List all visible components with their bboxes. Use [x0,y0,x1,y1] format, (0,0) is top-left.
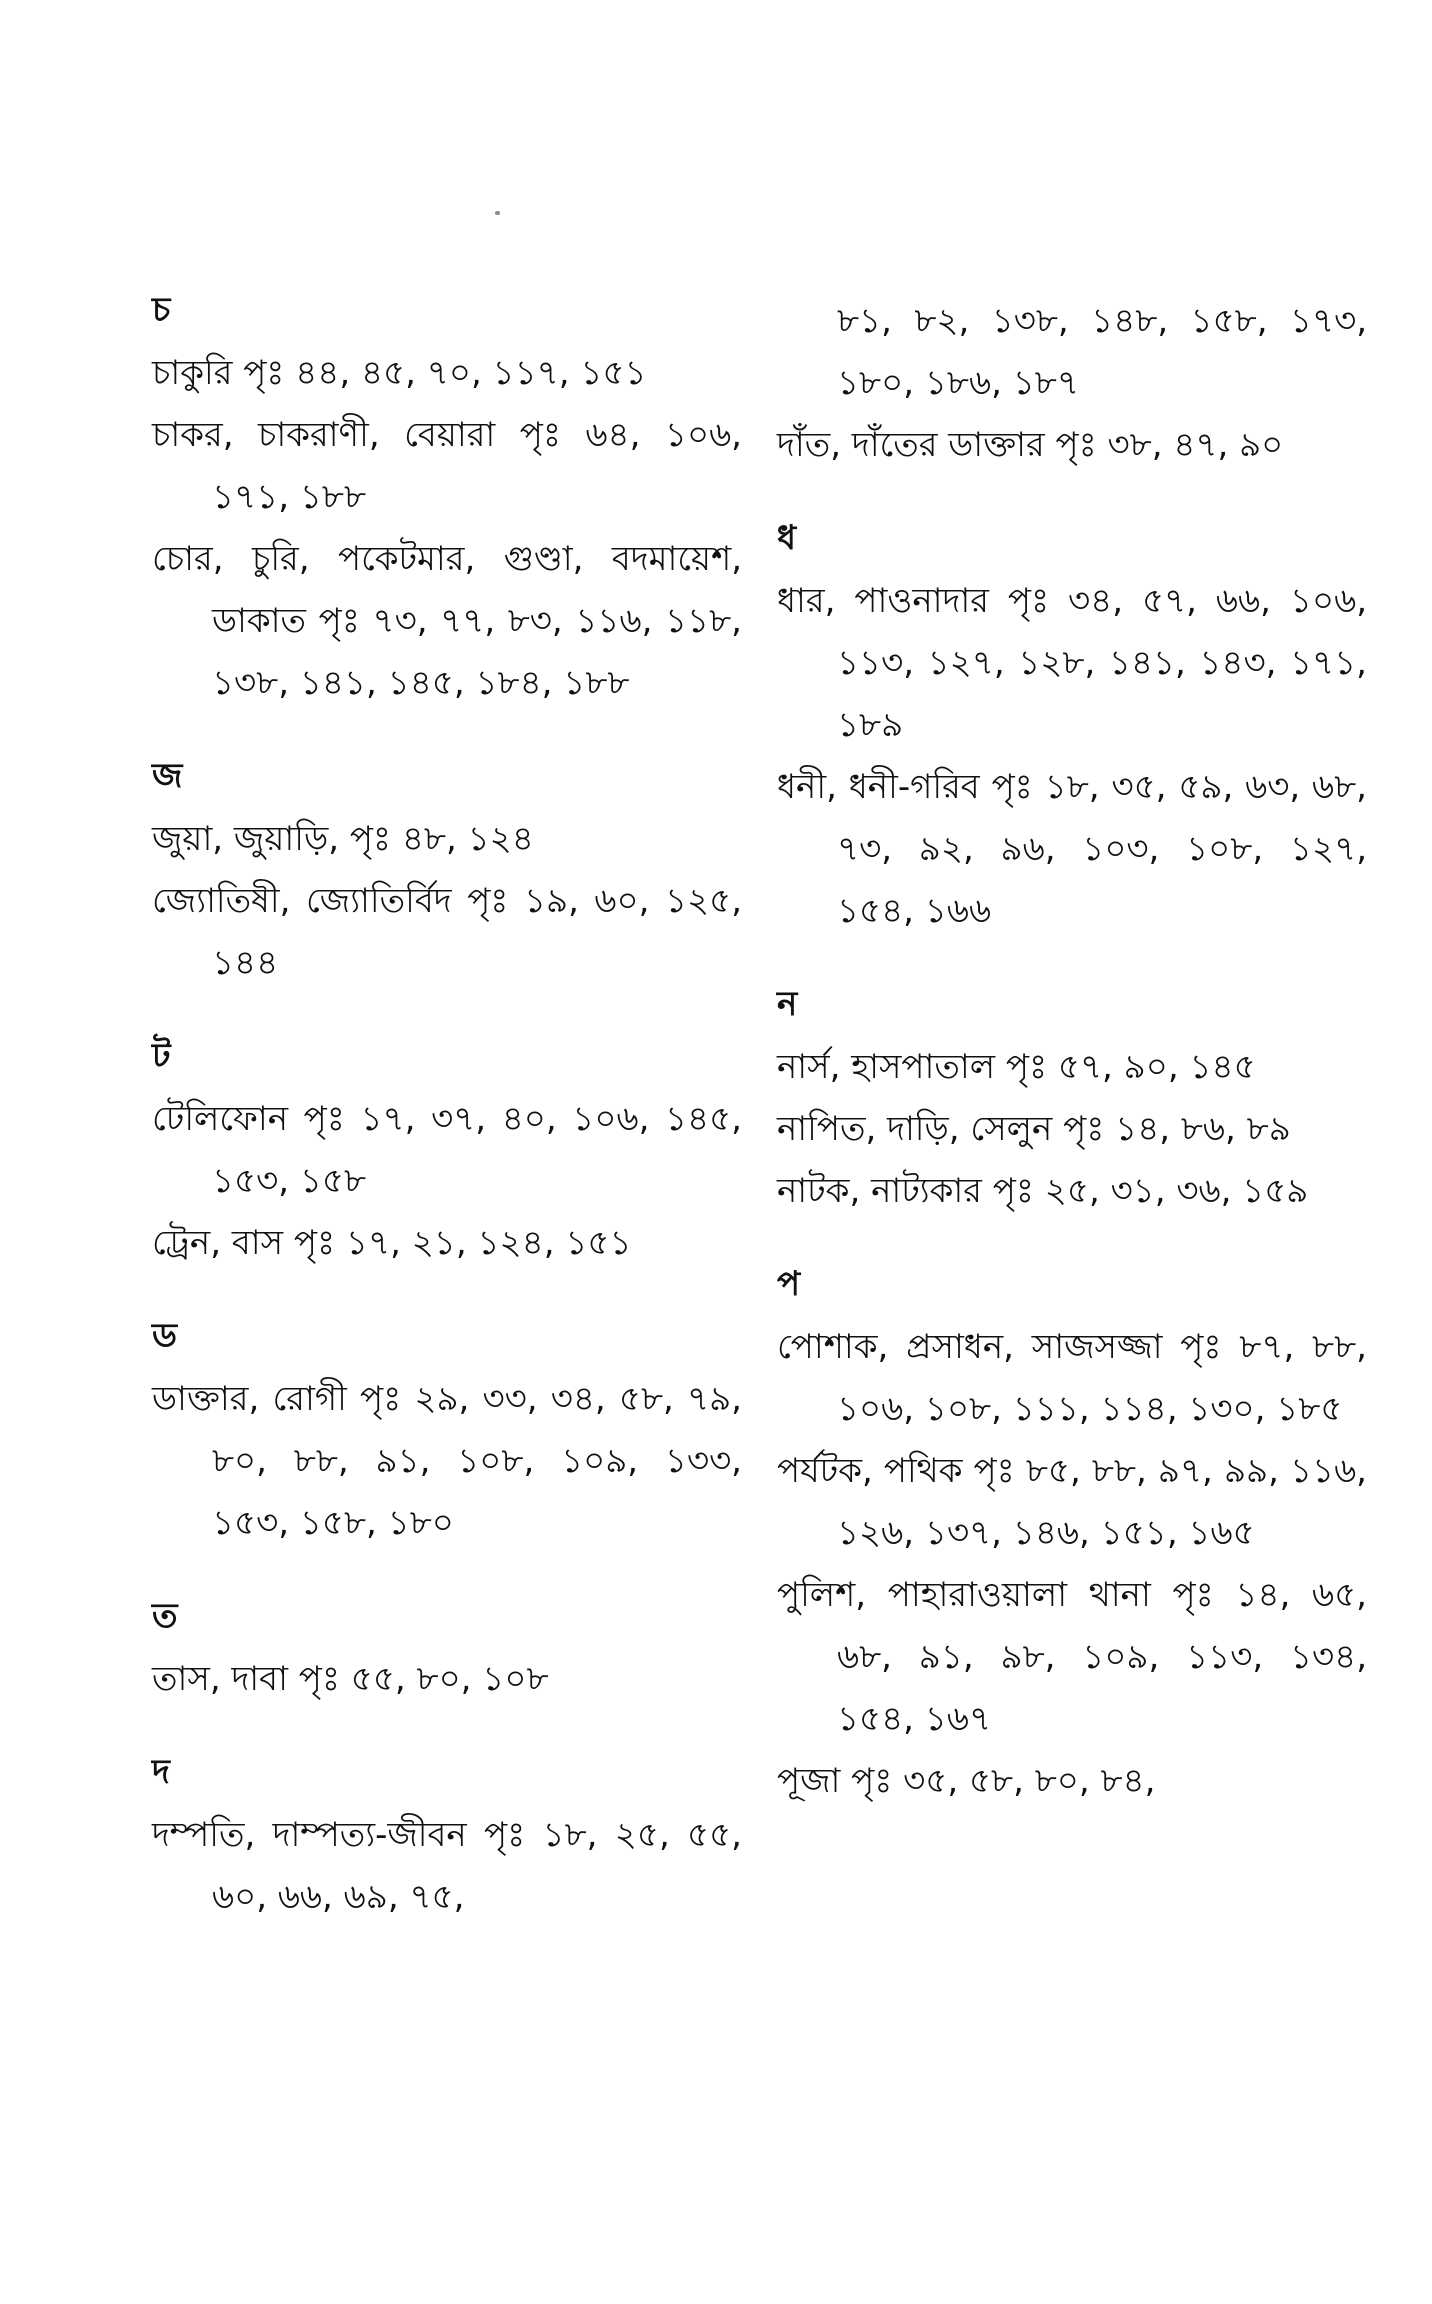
section-letter: ট [152,1036,171,1076]
index-entry: জুয়া, জুয়াড়ি, পৃঃ ৪৮, ১২৪ [152,819,534,859]
index-section [777,518,1367,942]
index-entry: জ্যোতিষী, জ্যোতির্বিদ পৃঃ ১৯, ৬০, ১২৫, ১৪৪ [152,881,742,983]
index-entry: চাকুরি পৃঃ ৪৪, ৪৫, ৭০, ১১৭, ১৫১ [152,353,647,393]
index-section [777,984,1367,1222]
index-section [152,1316,742,1554]
index-entry: ট্রেন, বাস পৃঃ ১৭, ২১, ১২৪, ১৫১ [152,1223,632,1263]
index-entry: নার্স, হাসপাতাল পৃঃ ৫৭, ৯০, ১৪৫ [777,1047,1256,1087]
index-entry: পুলিশ, পাহারাওয়ালা থানা পৃঃ ১৪, ৬৫, ৬৮, ৯১, ৯৮, ১০৯, ১১৩, ১৩৪, ১৫৪, ১৬৭ [777,1575,1367,1739]
index-column-right [777,290,1367,1812]
section-letter: চ [152,290,171,330]
index-entry: দাঁত, দাঁতের ডাক্তার পৃঃ ৩৮, ৪৭, ৯০ [777,425,1284,465]
section-letter: জ [152,756,183,796]
index-section [152,756,742,994]
index-entry: ধার, পাওনাদার পৃঃ ৩৪, ৫৭, ৬৬, ১০৬, ১১৩, ১২৭, ১২৮, ১৪১, ১৪৩, ১৭১, ১৮৯ [777,581,1367,745]
section-letter: ধ [777,518,797,558]
section-letter: প [777,1264,801,1304]
index-entry: চাকর, চাকরাণী, বেয়ারা পৃঃ ৬৪, ১০৬, ১৭১, ১৮৮ [152,415,742,517]
ink-speck [495,211,500,215]
index-entry: নাটক, নাট্যকার পৃঃ ২৫, ৩১, ৩৬, ১৫৯ [777,1171,1309,1211]
index-entry: তাস, দাবা পৃঃ ৫৫, ৮০, ১০৮ [152,1659,549,1699]
index-section [152,1596,742,1710]
section-letter: ন [777,984,798,1024]
index-section [152,1036,742,1274]
index-entry: পর্যটক, পথিক পৃঃ ৮৫, ৮৮, ৯৭, ৯৯, ১১৬, ১২৬, ১৩৭, ১৪৬, ১৫১, ১৬৫ [777,1451,1367,1553]
index-entry: নাপিত, দাড়ি, সেলুন পৃঃ ১৪, ৮৬, ৮৯ [777,1109,1291,1149]
index-entry: চোর, চুরি, পকেটমার, গুণ্ডা, বদমায়েশ, ডাকাত পৃঃ ৭৩, ৭৭, ৮৩, ১১৬, ১১৮, ১৩৮, ১৪১, ১৪৫, ১৮৪, ১৮৮ [152,539,742,703]
section-letter: ড [152,1316,178,1356]
index-entry-continuation: ৮১, ৮২, ১৩৮, ১৪৮, ১৫৮, ১৭৩, ১৮০, ১৮৬, ১৮৭ [837,301,1367,403]
index-entry: ধনী, ধনী-গরিব পৃঃ ১৮, ৩৫, ৫৯, ৬৩, ৬৮, ৭৩, ৯২, ৯৬, ১০৩, ১০৮, ১২৭, ১৫৪, ১৬৬ [777,767,1367,931]
index-entry: টেলিফোন পৃঃ ১৭, ৩৭, ৪০, ১০৬, ১৪৫, ১৫৩, ১৫৮ [152,1099,742,1201]
index-entry: দম্পতি, দাম্পত্য-জীবন পৃঃ ১৮, ২৫, ৫৫, ৬০, ৬৬, ৬৯, ৭৫, [152,1815,742,1917]
section-letter: ত [152,1596,178,1636]
index-section [152,1752,742,1928]
index-section [777,290,1367,476]
index-section [777,1264,1367,1812]
index-entry: পূজা পৃঃ ৩৫, ৫৮, ৮০, ৮৪, [777,1761,1156,1801]
index-section [152,290,742,714]
index-entry: ডাক্তার, রোগী পৃঃ ২৯, ৩৩, ৩৪, ৫৮, ৭৯, ৮০, ৮৮, ৯১, ১০৮, ১০৯, ১৩৩, ১৫৩, ১৫৮, ১৮০ [152,1379,742,1543]
index-column-left [152,290,742,1928]
section-letter: দ [152,1752,170,1792]
index-entry: পোশাক, প্রসাধন, সাজসজ্জা পৃঃ ৮৭, ৮৮, ১০৬, ১০৮, ১১১, ১১৪, ১৩০, ১৮৫ [777,1327,1367,1429]
